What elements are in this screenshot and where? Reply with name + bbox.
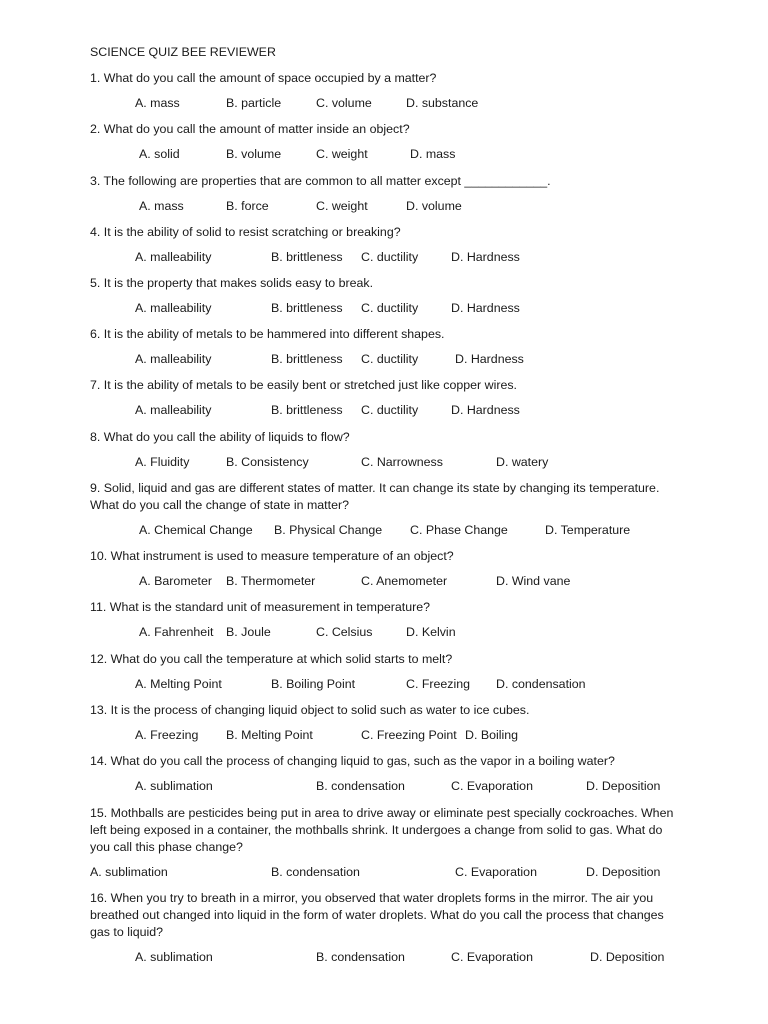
- question-text: 10. What instrument is used to measure temperature of an object?: [90, 549, 454, 563]
- question-item: [90, 429, 680, 472]
- answer-choice: B. Joule: [226, 624, 271, 639]
- answer-choices: [90, 454, 680, 472]
- question-item: [90, 702, 680, 745]
- answer-choice: B. brittleness: [271, 351, 343, 366]
- answer-choice: D. substance: [406, 95, 479, 110]
- answer-choice: B. Boiling Point: [271, 676, 356, 691]
- answer-choice: C. volume: [316, 95, 372, 110]
- answer-choice: D. Deposition: [586, 778, 661, 793]
- answer-choice: D. mass: [410, 146, 456, 161]
- answer-choice: D. Boiling: [465, 727, 519, 742]
- answer-choices: [90, 300, 680, 318]
- answer-choice: C. weight: [316, 146, 368, 161]
- answer-choice: C. Evaporation: [451, 778, 533, 793]
- answer-choice: A. mass: [135, 95, 180, 110]
- answer-choice: A. mass: [139, 198, 184, 213]
- answer-choice: C. Phase Change: [410, 522, 508, 537]
- answer-choice: A. Chemical Change: [139, 522, 253, 537]
- question-text: 4. It is the ability of solid to resist scratching or breaking?: [90, 225, 401, 239]
- answer-choices: [90, 249, 680, 267]
- question-item: [90, 890, 680, 967]
- answer-choice: C. ductility: [361, 351, 419, 366]
- answer-choice: C. Evaporation: [451, 949, 533, 964]
- answer-choice: D. Temperature: [545, 522, 631, 537]
- answer-choice: C. weight: [316, 198, 368, 213]
- question-item: [90, 805, 680, 882]
- question-text: 5. It is the property that makes solids easy to break.: [90, 276, 374, 290]
- answer-choice: A. Barometer: [139, 573, 212, 588]
- answer-choice: A. sublimation: [135, 949, 213, 964]
- answer-choices: [90, 146, 680, 164]
- answer-choice: C. Freezing: [406, 676, 471, 691]
- answer-choice: A. malleability: [135, 300, 212, 315]
- answer-choice: A. Melting Point: [135, 676, 222, 691]
- answer-choice: A. malleability: [135, 249, 212, 264]
- question-item: [90, 275, 680, 318]
- question-text: 15. Mothballs are pesticides being put in area to drive away or eliminate pest specially cockroaches. When left being exposed in a container, the mothballs shrink. It undergoes a change from solid to gas. What do you call this phase change?: [90, 806, 674, 854]
- answer-choice: C. ductility: [361, 402, 419, 417]
- answer-choice: C. Anemometer: [361, 573, 448, 588]
- answer-choices: [90, 624, 680, 642]
- answer-choices: [90, 198, 680, 216]
- question-item: [90, 548, 680, 591]
- answer-choice: A. sublimation: [90, 864, 168, 879]
- question-item: [90, 173, 680, 216]
- answer-choices: [90, 949, 680, 967]
- question-text: 3. The following are properties that are common to all matter except ____________.: [90, 174, 551, 188]
- answer-choices: [90, 522, 680, 540]
- answer-choice: D. condensation: [496, 676, 586, 691]
- answer-choice: B. Thermometer: [226, 573, 316, 588]
- answer-choice: B. condensation: [271, 864, 360, 879]
- answer-choice: A. malleability: [135, 351, 212, 366]
- answer-choice: B. Physical Change: [274, 522, 383, 537]
- answer-choices: [90, 727, 680, 745]
- answer-choice: A. malleability: [135, 402, 212, 417]
- answer-choice: D. Hardness: [455, 351, 524, 366]
- question-text: 14. What do you call the process of changing liquid to gas, such as the vapor in a boiling water?: [90, 754, 615, 768]
- question-item: [90, 480, 680, 540]
- answer-choice: C. Narrowness: [361, 454, 443, 469]
- question-item: [90, 224, 680, 267]
- question-text: 13. It is the process of changing liquid object to solid such as water to ice cubes.: [90, 703, 530, 717]
- answer-choices: [90, 351, 680, 369]
- question-text: 12. What do you call the temperature at which solid starts to melt?: [90, 652, 453, 666]
- answer-choices: [90, 402, 680, 420]
- question-item: [90, 599, 680, 642]
- answer-choice: C. Freezing Point: [361, 727, 457, 742]
- answer-choice: C. Evaporation: [455, 864, 537, 879]
- answer-choice: D. Kelvin: [406, 624, 456, 639]
- question-text: 8. What do you call the ability of liquids to flow?: [90, 430, 350, 444]
- answer-choice: D. watery: [496, 454, 549, 469]
- answer-choice: D. Hardness: [451, 300, 520, 315]
- question-item: [90, 377, 680, 420]
- answer-choices: [90, 573, 680, 591]
- answer-choices: [90, 95, 680, 113]
- document-title: SCIENCE QUIZ BEE REVIEWER: [90, 45, 276, 59]
- question-text: 11. What is the standard unit of measurement in temperature?: [90, 600, 431, 614]
- answer-choices: [90, 778, 680, 796]
- question-text: 6. It is the ability of metals to be hammered into different shapes.: [90, 327, 445, 341]
- question-item: [90, 121, 680, 164]
- answer-choice: D. Deposition: [590, 949, 665, 964]
- answer-choice: A. Fahrenheit: [139, 624, 214, 639]
- answer-choice: C. ductility: [361, 300, 419, 315]
- answer-choice: A. solid: [139, 146, 180, 161]
- answer-choice: A. Freezing: [135, 727, 199, 742]
- question-item: [90, 651, 680, 694]
- answer-choice: B. Consistency: [226, 454, 309, 469]
- answer-choice: B. volume: [226, 146, 282, 161]
- answer-choice: B. force: [226, 198, 269, 213]
- answer-choice: B. Melting Point: [226, 727, 313, 742]
- question-text: 1. What do you call the amount of space occupied by a matter?: [90, 71, 437, 85]
- answer-choice: B. brittleness: [271, 300, 343, 315]
- answer-choice: D. Hardness: [451, 249, 520, 264]
- question-item: [90, 326, 680, 369]
- question-text: 2. What do you call the amount of matter inside an object?: [90, 122, 410, 136]
- answer-choice: B. particle: [226, 95, 282, 110]
- answer-choices: [90, 676, 680, 694]
- answer-choice: D. Wind vane: [496, 573, 571, 588]
- answer-choice: D. volume: [406, 198, 462, 213]
- answer-choice: A. Fluidity: [135, 454, 190, 469]
- question-text: 16. When you try to breath in a mirror, you observed that water droplets forms in the mirror. The air you breathed out changed into liquid in the form of water droplets. What do you call the process that changes gas to liquid?: [90, 891, 664, 939]
- answer-choice: C. ductility: [361, 249, 419, 264]
- answer-choice: B. brittleness: [271, 402, 343, 417]
- question-text: 9. Solid, liquid and gas are different states of matter. It can change its state by changing its temperature. What do you call the change of state in matter?: [90, 481, 660, 512]
- question-text: 7. It is the ability of metals to be easily bent or stretched just like copper wires.: [90, 378, 517, 392]
- answer-choice: D. Hardness: [451, 402, 520, 417]
- answer-choice: B. brittleness: [271, 249, 343, 264]
- answer-choice: C. Celsius: [316, 624, 373, 639]
- answer-choice: D. Deposition: [586, 864, 661, 879]
- question-item: [90, 753, 680, 796]
- answer-choice: B. condensation: [316, 778, 405, 793]
- question-item: [90, 70, 680, 113]
- answer-choice: B. condensation: [316, 949, 405, 964]
- answer-choice: A. sublimation: [135, 778, 213, 793]
- answer-choices: [90, 864, 680, 882]
